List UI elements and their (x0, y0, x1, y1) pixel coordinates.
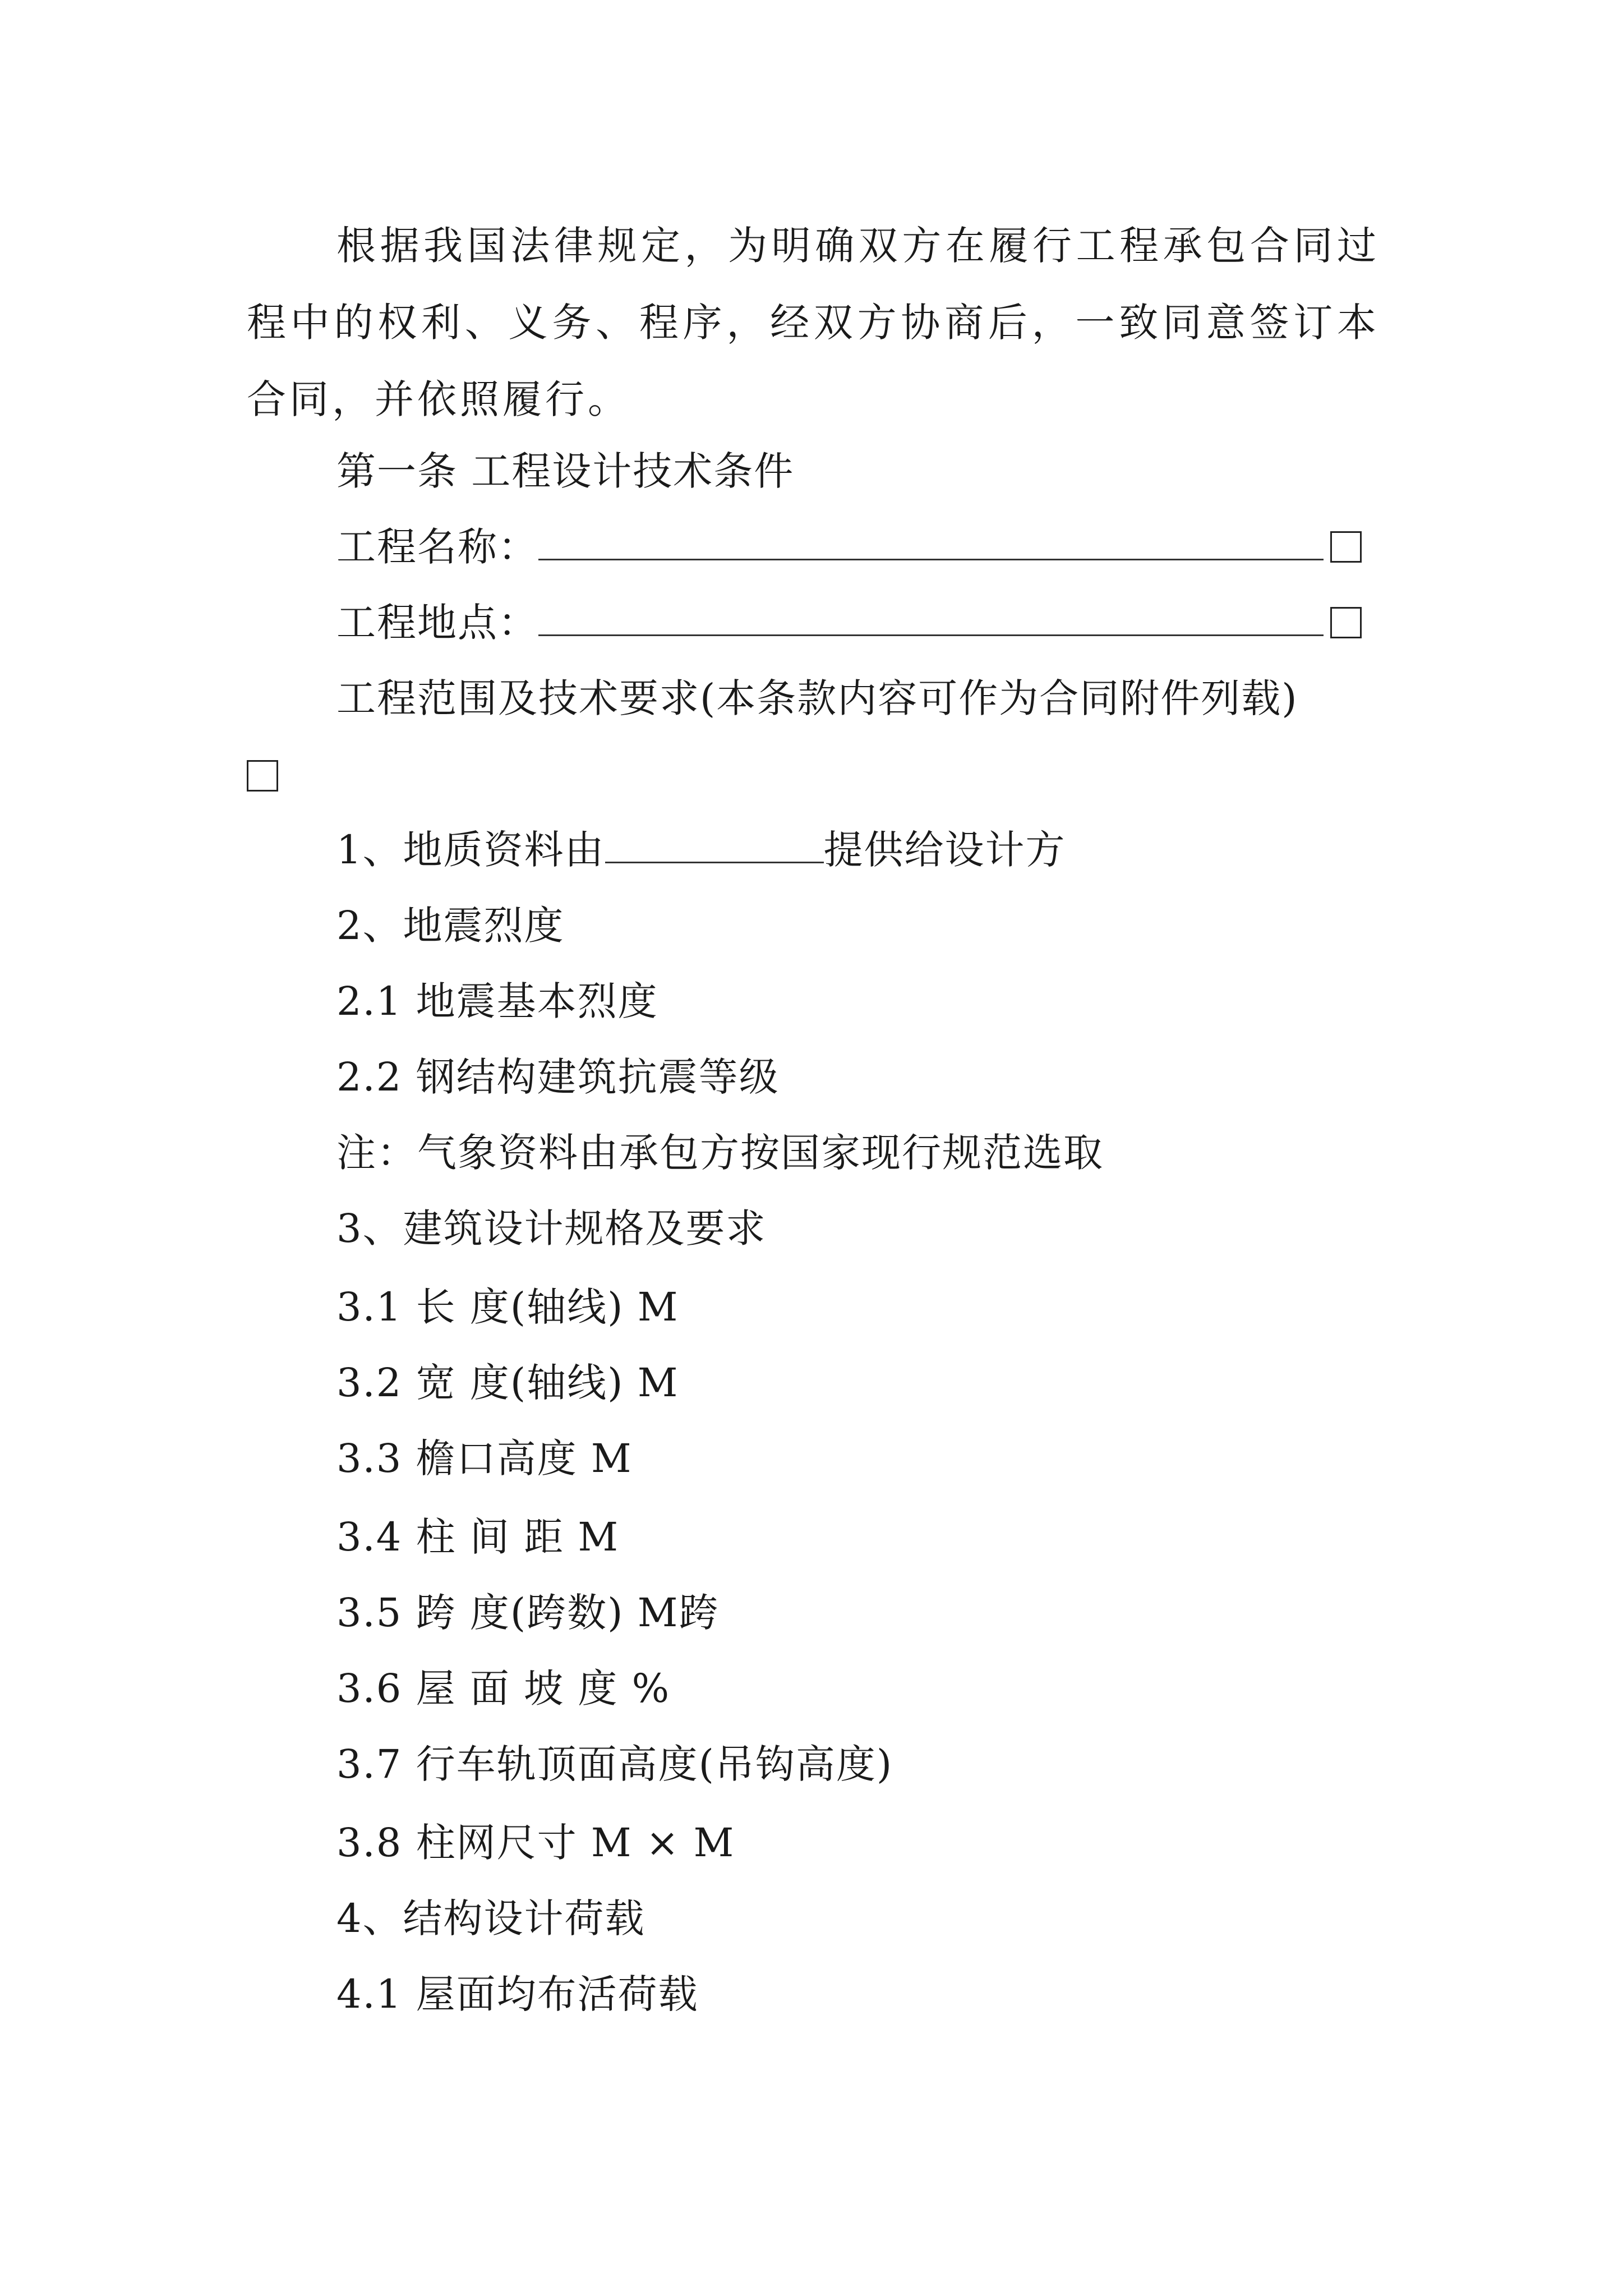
article1-title: 第一条 工程设计技术条件 (336, 448, 795, 494)
intro-paragraph: 根据我国法律规定，为明确双方在履行工程承包合同过程中的权利、义务、程序，经双方协商后，一致同意签订本合同，并依照履行。 (247, 223, 1380, 422)
project-location-label: 工程地点： (336, 600, 538, 646)
item2-1: 2.1 地震基本烈度 (336, 978, 658, 1024)
project-location-checkbox[interactable] (1330, 607, 1362, 638)
item3-4: 3.4 柱 间 距 M (336, 1514, 620, 1560)
item1-prefix: 1、地质资料由 (336, 827, 605, 873)
project-name-row (336, 519, 1362, 575)
project-name-label: 工程名称： (336, 524, 538, 570)
item4: 4、结构设计荷载 (336, 1895, 645, 1941)
item3-2: 3.2 宽 度(轴线) M (336, 1360, 679, 1406)
project-name-checkbox[interactable] (1330, 531, 1362, 563)
item2-2: 2.2 钢结构建筑抗震等级 (336, 1054, 780, 1100)
item3: 3、建筑设计规格及要求 (336, 1205, 767, 1251)
note: 注：气象资料由承包方按国家现行规范选取 (336, 1130, 1104, 1176)
item3-6: 3.6 屋 面 坡 度 % (336, 1665, 671, 1711)
scope-checkbox[interactable] (247, 760, 278, 792)
item3-5: 3.5 跨 度(跨数) M跨 (336, 1590, 720, 1636)
item3-1: 3.1 长 度(轴线) M (336, 1284, 679, 1330)
item1-row (336, 822, 1066, 878)
project-location-field[interactable] (538, 599, 1324, 636)
item4-1: 4.1 屋面均布活荷载 (336, 1971, 699, 2017)
project-location-row (336, 595, 1362, 651)
item3-3: 3.3 檐口高度 M (336, 1435, 633, 1481)
item2: 2、地震烈度 (336, 903, 565, 949)
item3-8: 3.8 柱网尺寸 M × M (336, 1820, 735, 1866)
project-name-field[interactable] (538, 523, 1324, 560)
item1-suffix: 提供给设计方 (823, 827, 1066, 873)
geology-provider-field[interactable] (605, 826, 824, 863)
scope-checkbox-row (247, 760, 278, 792)
scope-label: 工程范围及技术要求(本条款内容可作为合同附件列载) (336, 675, 1298, 721)
item3-7: 3.7 行车轨顶面高度(吊钩高度) (336, 1741, 893, 1787)
